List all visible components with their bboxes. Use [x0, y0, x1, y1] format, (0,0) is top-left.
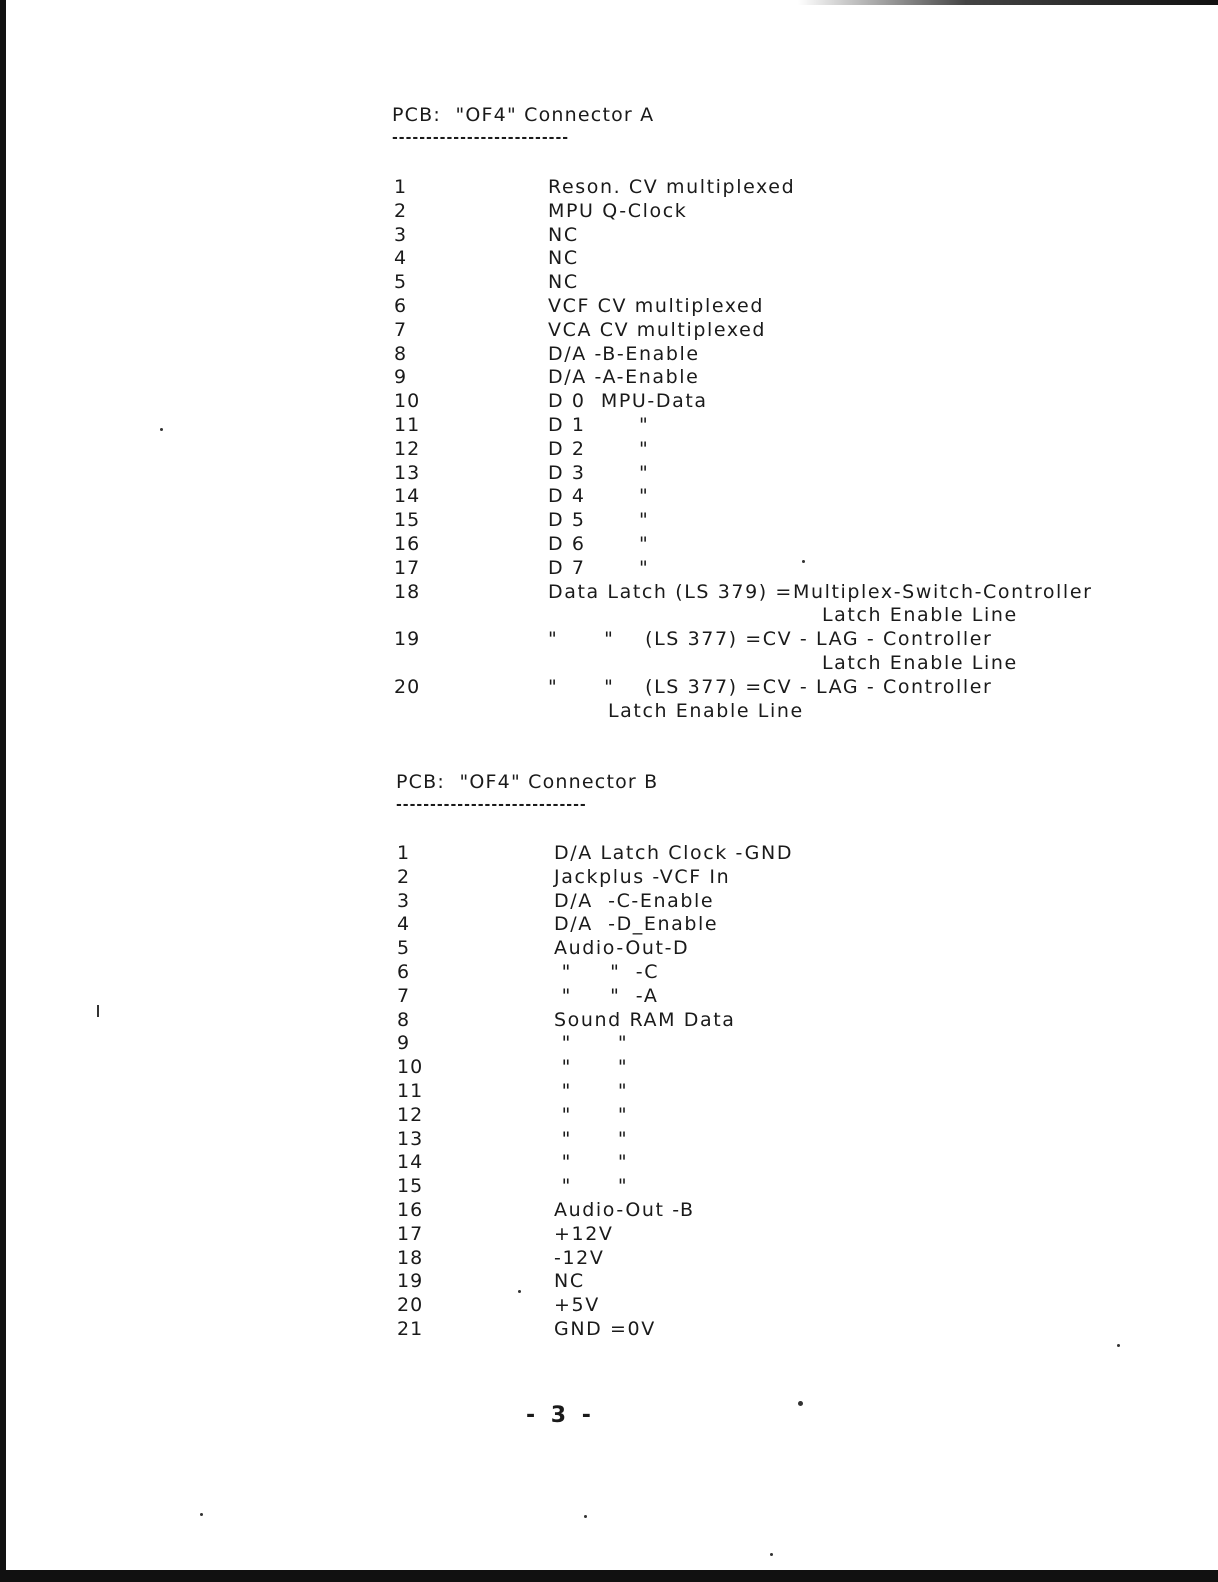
pin-number: 10	[397, 1056, 424, 1079]
pin-number: 6	[397, 961, 411, 983]
pin-description: Audio-Out-D	[554, 937, 690, 960]
pin-number: 14	[394, 485, 421, 508]
pin-description: Data Latch (LS 379) =Multiplex-Switch-Controller	[548, 580, 1093, 603]
pin-description: " "	[554, 1056, 629, 1079]
scan-edge-left	[0, 0, 6, 1582]
pin-number: 8	[397, 1008, 411, 1031]
pin-number: 2	[397, 865, 411, 888]
pin-number: 3	[394, 223, 408, 246]
pin-description: D/A -D_Enable	[554, 913, 719, 936]
pin-description: MPU Q-Clock	[548, 199, 688, 222]
pin-number: 8	[394, 342, 408, 365]
pin-number: 19	[394, 628, 421, 651]
pin-number: 1	[397, 842, 411, 864]
pin-number: 15	[397, 1175, 424, 1198]
pin-description: GND =0V	[554, 1318, 656, 1340]
pin-number: 20	[394, 675, 421, 698]
scan-speck	[200, 1513, 203, 1516]
pin-number: 11	[397, 1080, 424, 1102]
pin-description: Reson. CV multiplexed	[548, 176, 796, 198]
pin-number: 12	[394, 437, 421, 460]
pin-number: 18	[397, 1246, 424, 1269]
pin-description: D/A -A-Enable	[548, 366, 700, 389]
pin-number: 4	[397, 913, 411, 936]
pin-number: 21	[397, 1318, 424, 1340]
pin-number: 15	[394, 509, 421, 532]
pin-description: " "	[554, 1032, 629, 1055]
pin-number: 11	[394, 414, 421, 436]
scan-edge-top	[798, 0, 1218, 5]
pin-description: D 2 "	[548, 437, 650, 460]
pin-number: 9	[397, 1032, 411, 1055]
pin-description: Latch Enable Line	[822, 652, 1018, 674]
pin-description: D/A -C-Enable	[554, 889, 715, 912]
pin-description: Latch Enable Line	[608, 699, 804, 722]
connector-b-underline: ----------------------------	[396, 797, 587, 813]
pin-description: D 5 "	[548, 509, 650, 532]
pin-number: 12	[397, 1103, 424, 1126]
pin-description: NC	[548, 223, 579, 246]
scan-speck	[584, 1515, 587, 1518]
pin-number: 7	[397, 984, 411, 1007]
pin-description: Audio-Out -B	[554, 1199, 695, 1221]
connector-a-title: PCB: "OF4" Connector A	[392, 104, 655, 126]
pin-number: 13	[394, 461, 421, 484]
scan-speck	[518, 1290, 521, 1293]
pin-description: +12V	[554, 1222, 614, 1245]
pin-number: 13	[397, 1127, 424, 1150]
pin-number: 9	[394, 366, 408, 389]
pin-description: " "	[554, 1080, 629, 1102]
pin-number: 16	[397, 1199, 424, 1221]
pin-description: " "	[554, 1103, 629, 1126]
pin-number: 5	[394, 271, 408, 294]
scan-speck	[160, 428, 163, 431]
pin-description: D 6 "	[548, 533, 650, 555]
pin-number: 5	[397, 937, 411, 960]
pin-description: " " (LS 377) =CV - LAG - Controller	[548, 628, 993, 651]
scan-speck	[97, 1005, 99, 1017]
pin-number: 18	[394, 580, 421, 603]
pin-number: 1	[394, 176, 408, 198]
scan-speck	[802, 560, 805, 563]
pin-description: VCF CV multiplexed	[548, 295, 764, 317]
pin-number: 4	[394, 247, 408, 270]
pin-number: 14	[397, 1151, 424, 1174]
pin-description: D/A -B-Enable	[548, 342, 700, 365]
scan-speck	[798, 1401, 803, 1406]
pin-description: D/A Latch Clock -GND	[554, 842, 794, 864]
connector-b-title: PCB: "OF4" Connector B	[396, 771, 659, 793]
pin-description: " " (LS 377) =CV - LAG - Controller	[548, 675, 993, 698]
pin-description: " " -A	[554, 984, 659, 1007]
pin-description: NC	[554, 1270, 585, 1293]
pin-number: 7	[394, 318, 408, 341]
pin-number: 17	[397, 1222, 424, 1245]
pin-description: Jackplus -VCF In	[554, 865, 731, 888]
pin-description: " " -C	[554, 961, 660, 983]
pin-description: D 4 "	[548, 485, 650, 508]
scan-speck	[770, 1553, 773, 1556]
pin-number: 17	[394, 556, 421, 579]
pin-number: 10	[394, 390, 421, 413]
scan-edge-bottom	[0, 1570, 1218, 1582]
pin-description: Sound RAM Data	[554, 1008, 736, 1031]
pin-description: D 1 "	[548, 414, 650, 436]
scan-speck	[1117, 1344, 1120, 1347]
pin-description: " "	[554, 1127, 629, 1150]
pin-number: 6	[394, 295, 408, 317]
pin-number: 16	[394, 533, 421, 555]
pin-number: 3	[397, 889, 411, 912]
pin-description: D 0 MPU-Data	[548, 390, 708, 413]
pin-description: Latch Enable Line	[822, 604, 1018, 627]
pin-description: D 3 "	[548, 461, 650, 484]
pin-number: 20	[397, 1294, 424, 1317]
pin-number: 19	[397, 1270, 424, 1293]
pin-description: NC	[548, 247, 579, 270]
pin-number: 2	[394, 199, 408, 222]
pin-description: NC	[548, 271, 579, 294]
pin-description: " "	[554, 1151, 629, 1174]
pin-description: " "	[554, 1175, 629, 1198]
pin-description: VCA CV multiplexed	[548, 318, 767, 341]
pin-description: D 7 "	[548, 556, 650, 579]
connector-a-underline: --------------------------	[392, 130, 570, 146]
page-number: - 3 -	[526, 1403, 595, 1428]
pin-description: -12V	[554, 1246, 605, 1269]
pin-description: +5V	[554, 1294, 600, 1317]
